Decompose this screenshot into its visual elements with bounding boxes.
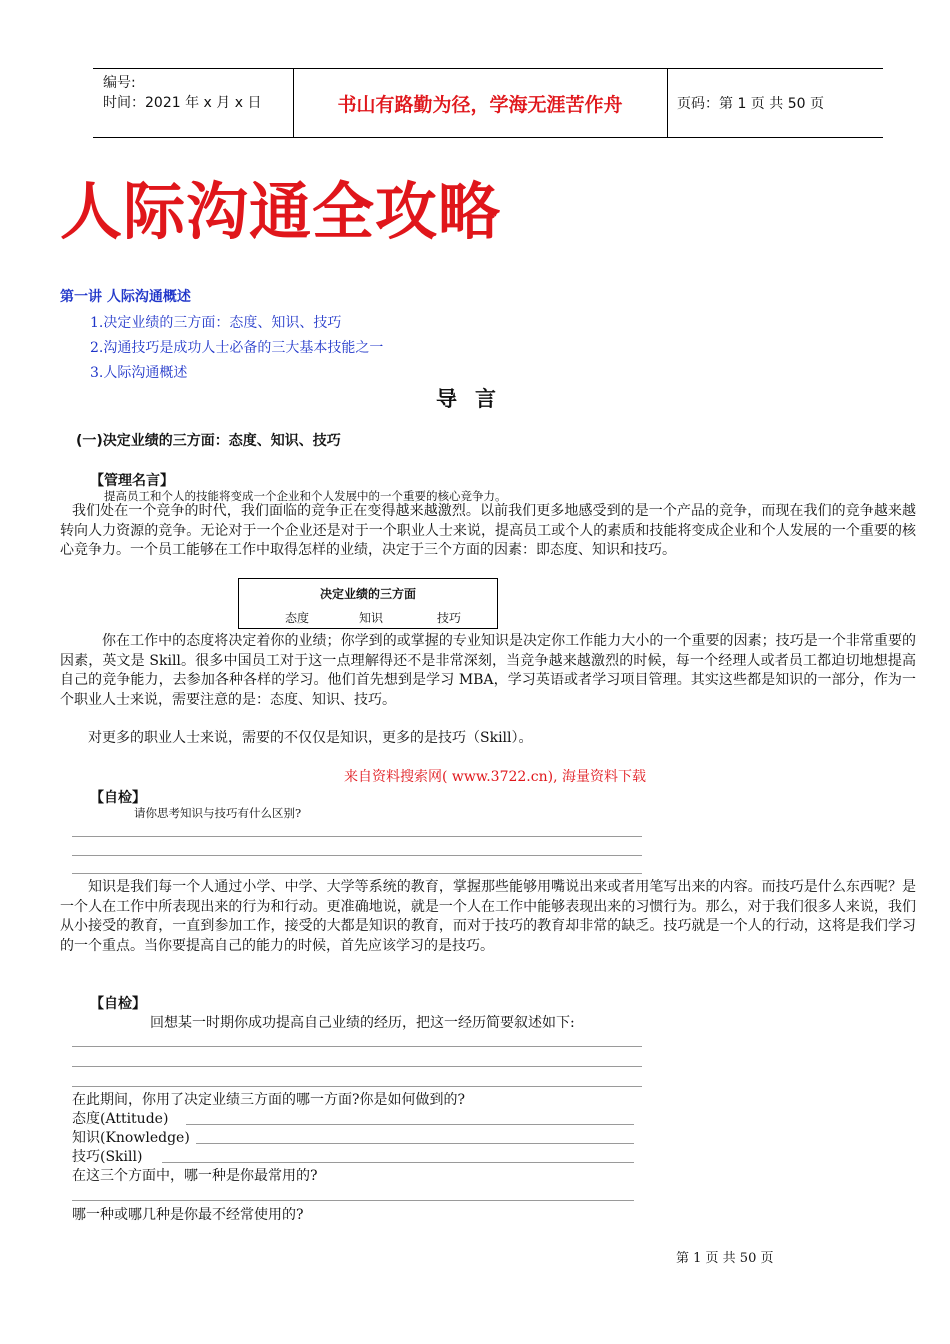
paragraph: 知识是我们每一个人通过小学、中学、大学等系统的教育，掌握那些能够用嘴说出来或者用笔写出来的内容。而技巧是什么东西呢？是一个人在工作中所表现出来的行为和行动。更准确地说，就是一个人在工作中能够表现出来的习惯行为。那么，对于我们很多人来说，我们从小接受的教育，一直到参加工作，接受的大都是知识的教育，而对于技巧的教育却非常的缺乏。技巧就是一个人的行动，这将是我们学习的一个重点。当你要提高自己的能力的时候，首先应该学习的是技巧。 (60, 879, 916, 954)
question-least: 哪一种或哪几种是你最不经常使用的? (72, 1207, 304, 1223)
answer-line (72, 1046, 642, 1047)
question-attitude: 态度(Attitude) (72, 1111, 169, 1127)
answer-line (186, 1124, 634, 1125)
toc-item: 3.人际沟通概述 (90, 365, 188, 381)
page-label: 页码：第 1 页 共 50 页 (677, 96, 824, 112)
question-skill: 技巧(Skill) (72, 1149, 143, 1165)
self-check-question: 请你思考知识与技巧有什么区别? (134, 806, 302, 820)
answer-line (72, 1200, 634, 1201)
performance-item: 知识 (359, 611, 384, 625)
header-meta (103, 73, 261, 113)
paragraph: 对更多的职业人士来说，需要的不仅仅是知识，更多的是技巧（Skill）。 (88, 730, 533, 746)
answer-line (162, 1162, 634, 1163)
self-check-label: 【自检】 (90, 996, 146, 1012)
answer-line (72, 855, 642, 856)
paragraph: 我们处在一个竞争的时代，我们面临的竞争正在变得越来越激烈。以前我们更多地感受到的是一个产品的竞争，而现在我们的竞争越来越转向人力资源的竞争。无论对于一个企业还是对于一个职业人士来说，提高员工或个人的素质和技能将变成企业和个人发展的一个重要的核心竞争力。一个员工能够在工作中取得怎样的业绩，决定于三个方面的因素：即态度、知识和技巧。 (60, 503, 916, 558)
toc-item: 2.沟通技巧是成功人士必备的三大基本技能之一 (90, 340, 384, 356)
toc-item: 1.决定业绩的三方面：态度、知识、技巧 (90, 315, 342, 331)
number-label: 编号: (103, 75, 136, 91)
time-label: 时间：2021 年 x 月 x 日 (103, 95, 262, 111)
performance-box-title: 决定业绩的三方面 (319, 587, 416, 601)
performance-item: 技巧 (437, 611, 462, 625)
quote-text: 提高员工和个人的技能将变成一个企业和个人发展中的一个重要的核心竞争力。 (104, 489, 507, 503)
paragraph: 你在工作中的态度将决定着你的业绩；你学到的或掌握的专业知识是决定你工作能力大小的一个重要的因素；技巧是一个非常重要的因素，英文是 Skill。很多中国员工对于这一点理解得还不是非常深刻，当竞争越来越激烈的时候，每一个经理人或者员工都迫切地想提高自己的竞争能力，去参加各种各样的学习。他们首先想到是学习 MBA，学习英语或者学习项目管理。其实这些都是知识的一部分，作为一个职业人士来说，需要注意的是：态度、知识、技巧。 (60, 633, 916, 708)
header-table (93, 68, 883, 138)
header-divider (667, 69, 668, 137)
answer-line (72, 873, 642, 874)
question-period: 在此期间，你用了决定业绩三方面的哪一方面?你是如何做到的? (72, 1092, 466, 1108)
source-line: 来自资料搜索网( www.3722.cn), 海量资料下载 (344, 769, 646, 785)
section-title: 导言 (436, 387, 514, 411)
motto: 书山有路勤为径，学海无涯苦作舟 (337, 94, 623, 116)
subheading: (一)决定业绩的三方面：态度、知识、技巧 (76, 433, 341, 449)
answer-line (196, 1143, 634, 1144)
answer-line (72, 1066, 642, 1067)
question-most: 在这三个方面中，哪一种是你最常用的? (72, 1168, 318, 1184)
lecture-title: 第一讲 人际沟通概述 (60, 289, 191, 305)
quote-label: 【管理名言】 (90, 473, 174, 489)
page-footer: 第 1 页 共 50 页 (676, 1251, 774, 1266)
self-check-question: 回想某一时期你成功提高自己业绩的经历，把这一经历简要叙述如下: (150, 1015, 575, 1031)
self-check-label: 【自检】 (90, 790, 146, 806)
document-title: 人际沟通全攻略 (60, 175, 502, 248)
answer-line (72, 1086, 642, 1087)
performance-box (238, 578, 498, 629)
question-knowledge: 知识(Knowledge) (72, 1130, 190, 1146)
answer-line (72, 836, 642, 837)
performance-item: 态度 (285, 611, 310, 625)
